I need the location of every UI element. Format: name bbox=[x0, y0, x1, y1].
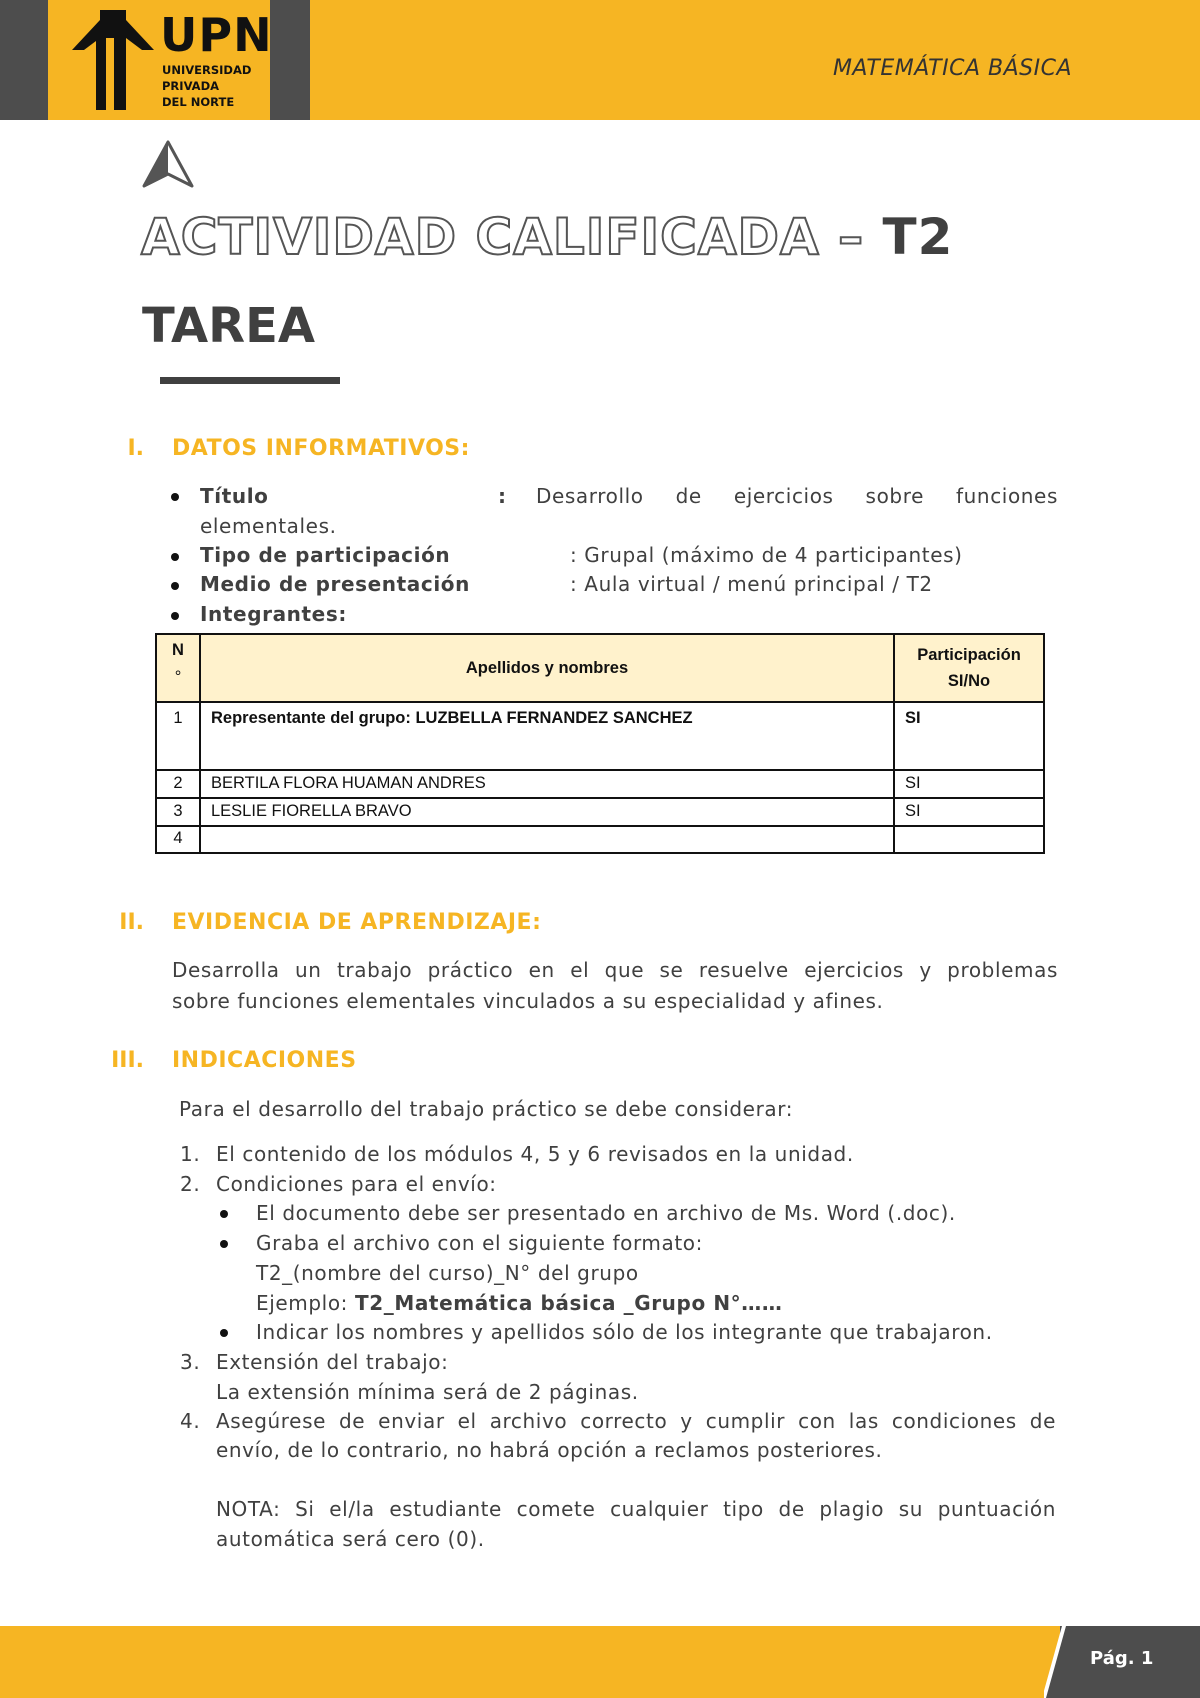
row-participation: SI bbox=[894, 770, 1044, 798]
nota-line1: NOTA: Si el/la estudiante comete cualquier tipo de plagio su puntuación bbox=[216, 1497, 1056, 1521]
bullet bbox=[171, 582, 179, 590]
table-row bbox=[156, 826, 1044, 853]
row-participation: SI bbox=[894, 798, 1044, 826]
titulo-value: Desarrollo de ejercicios sobre funciones bbox=[536, 484, 1058, 508]
bullet bbox=[171, 493, 179, 501]
course-name: MATEMÁTICA BÁSICA bbox=[832, 56, 1072, 81]
indicaciones-intro: Para el desarrollo del trabajo práctico se debe considerar: bbox=[179, 1097, 794, 1121]
section1-number: I. bbox=[127, 436, 144, 461]
sub-item-2-example: Ejemplo: T2_Matemática básica _Grupo N°…… bbox=[256, 1291, 783, 1315]
row-num: 4 bbox=[156, 826, 200, 853]
table-row bbox=[156, 770, 1044, 798]
bullet bbox=[220, 1210, 228, 1218]
row-num: 1 bbox=[156, 702, 200, 770]
logo-right-stripe bbox=[270, 0, 310, 120]
row-num: 2 bbox=[156, 770, 200, 798]
section1-title: DATOS INFORMATIVOS: bbox=[172, 436, 470, 461]
header-participation: Participación SI/No bbox=[894, 634, 1044, 702]
row-name: LESLIE FIORELLA BRAVO bbox=[200, 798, 894, 826]
medio-value: : Aula virtual / menú principal / T2 bbox=[570, 572, 933, 596]
logo-text: UPN bbox=[160, 8, 273, 62]
header-names: Apellidos y nombres bbox=[200, 634, 894, 702]
list-item-4-cont: envío, de lo contrario, no habrá opción a reclamos posteriores. bbox=[216, 1438, 883, 1462]
titulo-colon: : bbox=[498, 484, 507, 508]
list-number: 1. bbox=[180, 1142, 201, 1166]
sub-item-2-format: T2_(nombre del curso)_N° del grupo bbox=[256, 1261, 639, 1285]
list-number: 3. bbox=[180, 1350, 201, 1374]
list-item-2: Condiciones para el envío: bbox=[216, 1172, 497, 1196]
section2-text-line1: Desarrolla un trabajo práctico en el que se resuelve ejercicios y problemas bbox=[172, 958, 1058, 982]
titulo-label: Título bbox=[200, 484, 269, 508]
tipo-label: Tipo de participación bbox=[200, 543, 451, 567]
page-subtitle: TAREA bbox=[142, 298, 316, 354]
list-item-3-detail: La extensión mínima será de 2 páginas. bbox=[216, 1380, 639, 1404]
bullet bbox=[220, 1329, 228, 1337]
section2-title: EVIDENCIA DE APRENDIZAJE: bbox=[172, 910, 542, 935]
nota-line2: automática será cero (0). bbox=[216, 1527, 485, 1551]
table-row bbox=[156, 798, 1044, 826]
section2-number: II. bbox=[119, 910, 144, 935]
members-table bbox=[155, 633, 1045, 854]
list-item-3: Extensión del trabajo: bbox=[216, 1350, 449, 1374]
row-name: BERTILA FLORA HUAMAN ANDRES bbox=[200, 770, 894, 798]
sub-item-3: Indicar los nombres y apellidos sólo de los integrante que trabajaron. bbox=[256, 1320, 993, 1344]
sub-item-1: El documento debe ser presentado en archivo de Ms. Word (.doc). bbox=[256, 1201, 956, 1225]
footer-divider-icon bbox=[1044, 1626, 1074, 1698]
row-name: Representante del grupo: LUZBELLA FERNANDEZ SANCHEZ bbox=[200, 702, 894, 770]
sub-item-2: Graba el archivo con el siguiente formato: bbox=[256, 1231, 703, 1255]
row-name bbox=[200, 826, 894, 853]
page-number: Pág. 1 bbox=[1090, 1648, 1154, 1669]
section2-text-line2: sobre funciones elementales vinculados a su especialidad y afines. bbox=[172, 989, 884, 1013]
list-number: 2. bbox=[180, 1172, 201, 1196]
table-row bbox=[156, 702, 1044, 770]
list-item-4: Asegúrese de enviar el archivo correcto y cumplir con las condiciones de bbox=[216, 1409, 1056, 1433]
page-title: ACTIVIDAD CALIFICADA – T2 bbox=[141, 208, 954, 266]
medio-label: Medio de presentación bbox=[200, 572, 470, 596]
tipo-value: : Grupal (máximo de 4 participantes) bbox=[570, 543, 963, 567]
title-underline bbox=[160, 377, 340, 384]
list-item-1: El contenido de los módulos 4, 5 y 6 revisados en la unidad. bbox=[216, 1142, 854, 1166]
logo-left-stripe bbox=[0, 0, 48, 120]
section3-title: INDICACIONES bbox=[172, 1048, 357, 1073]
logo-subtext: UNIVERSIDAD PRIVADA DEL NORTE bbox=[162, 63, 252, 109]
section3-number: III. bbox=[111, 1048, 144, 1073]
footer-bar bbox=[0, 1626, 1200, 1698]
table-header-row bbox=[156, 634, 1044, 702]
row-participation: SI bbox=[894, 702, 1044, 770]
list-number: 4. bbox=[180, 1409, 201, 1433]
header-num: N ° bbox=[156, 634, 200, 702]
arrow-up-icon bbox=[140, 140, 196, 188]
row-participation bbox=[894, 826, 1044, 853]
upn-logo-icon bbox=[70, 10, 156, 110]
titulo-value-cont: elementales. bbox=[200, 514, 337, 538]
bullet bbox=[220, 1240, 228, 1248]
row-num: 3 bbox=[156, 798, 200, 826]
bullet bbox=[171, 612, 179, 620]
integrantes-label: Integrantes: bbox=[200, 602, 347, 626]
bullet bbox=[171, 553, 179, 561]
